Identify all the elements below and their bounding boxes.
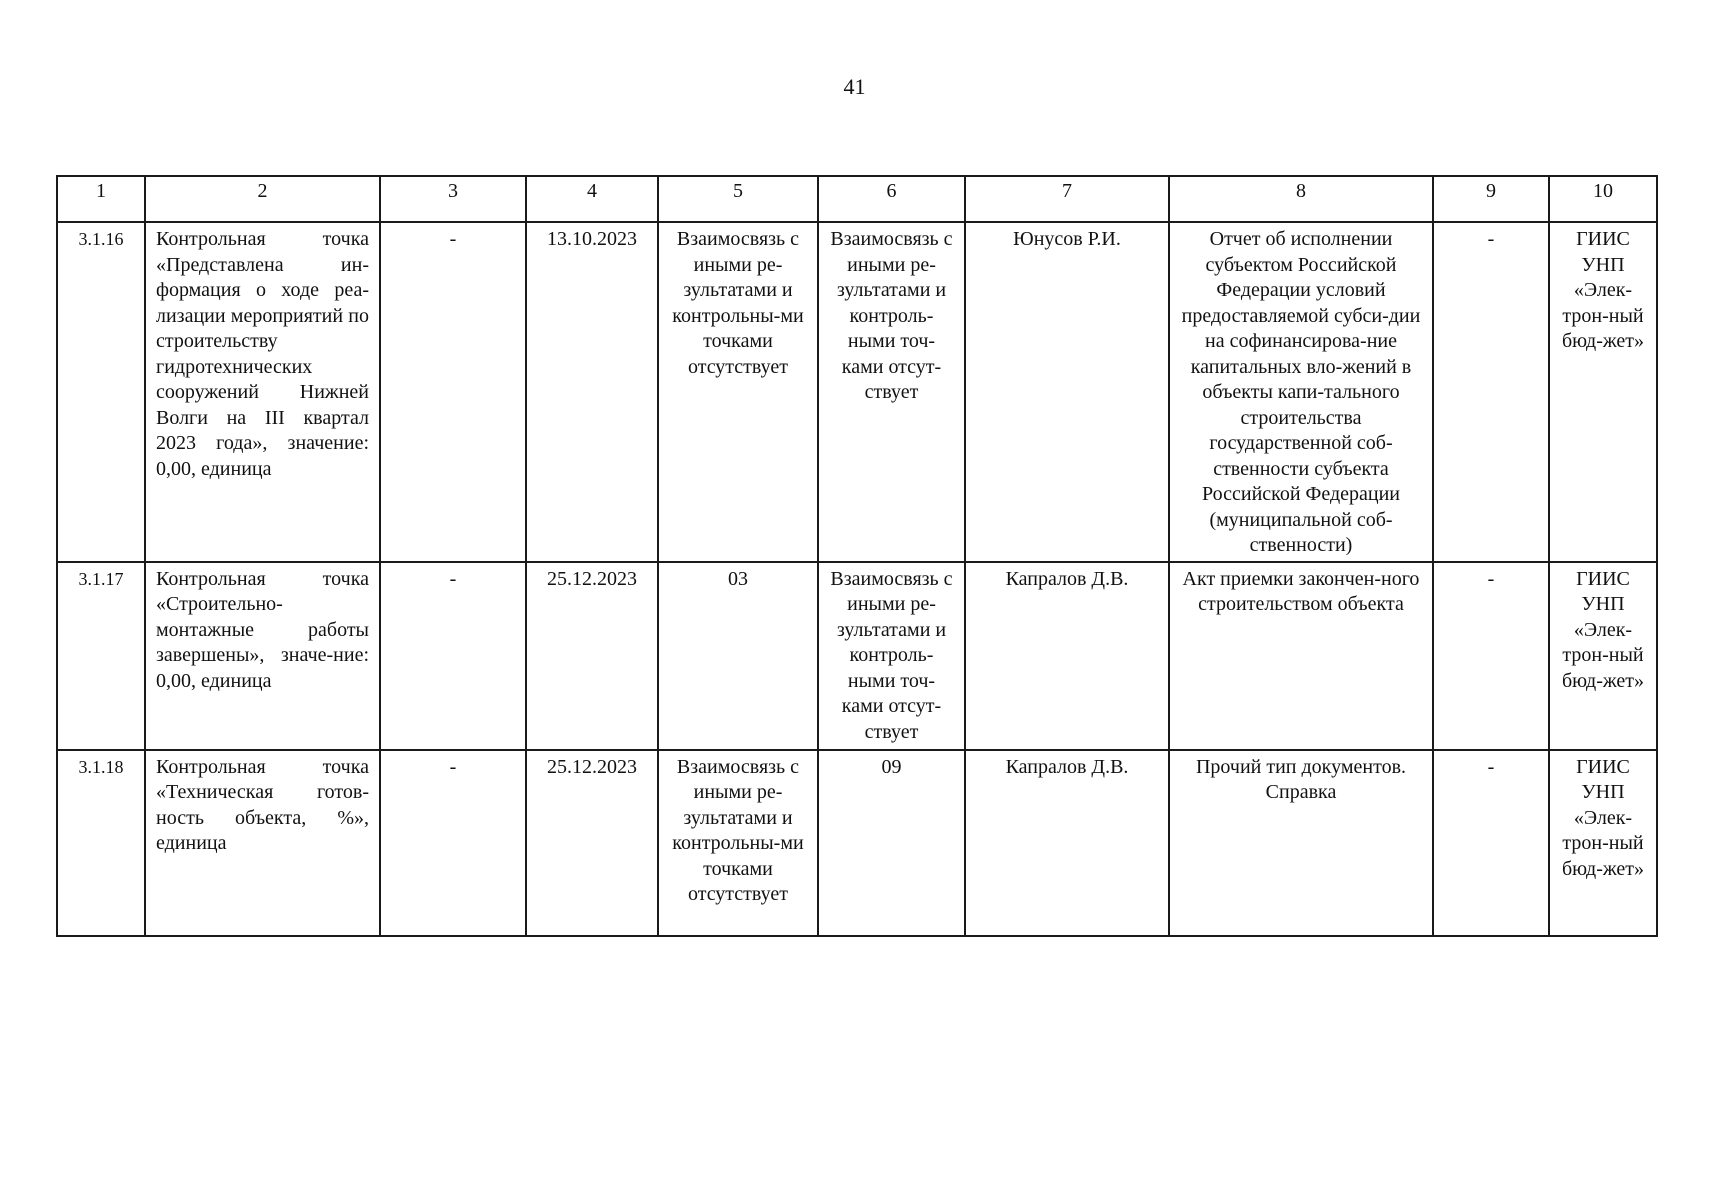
header-cell: 4 <box>526 176 658 222</box>
control-point-name: Контрольная точка «Строительно-монтажные работы завершены», значе-ние: 0,00, единица <box>145 562 380 750</box>
responsible-person: Капралов Д.В. <box>965 562 1169 750</box>
responsible-person: Капралов Д.В. <box>965 750 1169 936</box>
page-number: 41 <box>843 74 866 99</box>
row-number: 3.1.17 <box>57 562 145 750</box>
header-cell: 1 <box>57 176 145 222</box>
header-cell: 5 <box>658 176 818 222</box>
table-row <box>57 222 1657 562</box>
control-point-name: Контрольная точка «Представлена ин-формация о ходе реа-лизации мероприятий по строительству гидротехнических сооружений Нижней Волги на III квартал 2023 года», значение: 0,00, единица <box>145 222 380 562</box>
col6-value: Взаимосвязь с иными ре-зультатами и контроль-ными точ-ками отсут-ствует <box>818 222 965 562</box>
due-date: 25.12.2023 <box>526 562 658 750</box>
col6-value: 09 <box>818 750 965 936</box>
header-cell: 7 <box>965 176 1169 222</box>
table-row <box>57 562 1657 750</box>
info-system: ГИИС УНП «Элек-трон-ный бюд-жет» <box>1549 750 1657 936</box>
col6-value: Взаимосвязь с иными ре-зультатами и контроль-ными точ-ками отсут-ствует <box>818 562 965 750</box>
col9-value: - <box>1433 750 1549 936</box>
col9-value: - <box>1433 562 1549 750</box>
header-row <box>57 176 1657 222</box>
due-date: 25.12.2023 <box>526 750 658 936</box>
header-cell: 8 <box>1169 176 1433 222</box>
control-points-table <box>56 175 1658 937</box>
header-cell: 10 <box>1549 176 1657 222</box>
control-point-name: Контрольная точка «Техническая готов-ность объекта, %», единица <box>145 750 380 936</box>
row-number: 3.1.16 <box>57 222 145 562</box>
due-date: 13.10.2023 <box>526 222 658 562</box>
header-cell: 3 <box>380 176 526 222</box>
col3-value: - <box>380 562 526 750</box>
supporting-document: Прочий тип документов. Справка <box>1169 750 1433 936</box>
col5-value: 03 <box>658 562 818 750</box>
header-cell: 2 <box>145 176 380 222</box>
header-cell: 6 <box>818 176 965 222</box>
responsible-person: Юнусов Р.И. <box>965 222 1169 562</box>
info-system: ГИИС УНП «Элек-трон-ный бюд-жет» <box>1549 562 1657 750</box>
table-row <box>57 750 1657 936</box>
supporting-document: Акт приемки закончен-ного строительством объекта <box>1169 562 1433 750</box>
col3-value: - <box>380 222 526 562</box>
info-system: ГИИС УНП «Элек-трон-ный бюд-жет» <box>1549 222 1657 562</box>
header-cell: 9 <box>1433 176 1549 222</box>
supporting-document: Отчет об исполнении субъектом Российской Федерации условий предоставляемой субси-дии на софинансирова-ние капитальных вло-жений в объекты капи-тального строительства государственной соб-ственности субъекта Российской Федерации (муниципальной соб-ственности) <box>1169 222 1433 562</box>
col5-value: Взаимосвязь с иными ре-зультатами и контрольны-ми точками отсутствует <box>658 222 818 562</box>
row-number: 3.1.18 <box>57 750 145 936</box>
col9-value: - <box>1433 222 1549 562</box>
col5-value: Взаимосвязь с иными ре-зультатами и контрольны-ми точками отсутствует <box>658 750 818 936</box>
col3-value: - <box>380 750 526 936</box>
